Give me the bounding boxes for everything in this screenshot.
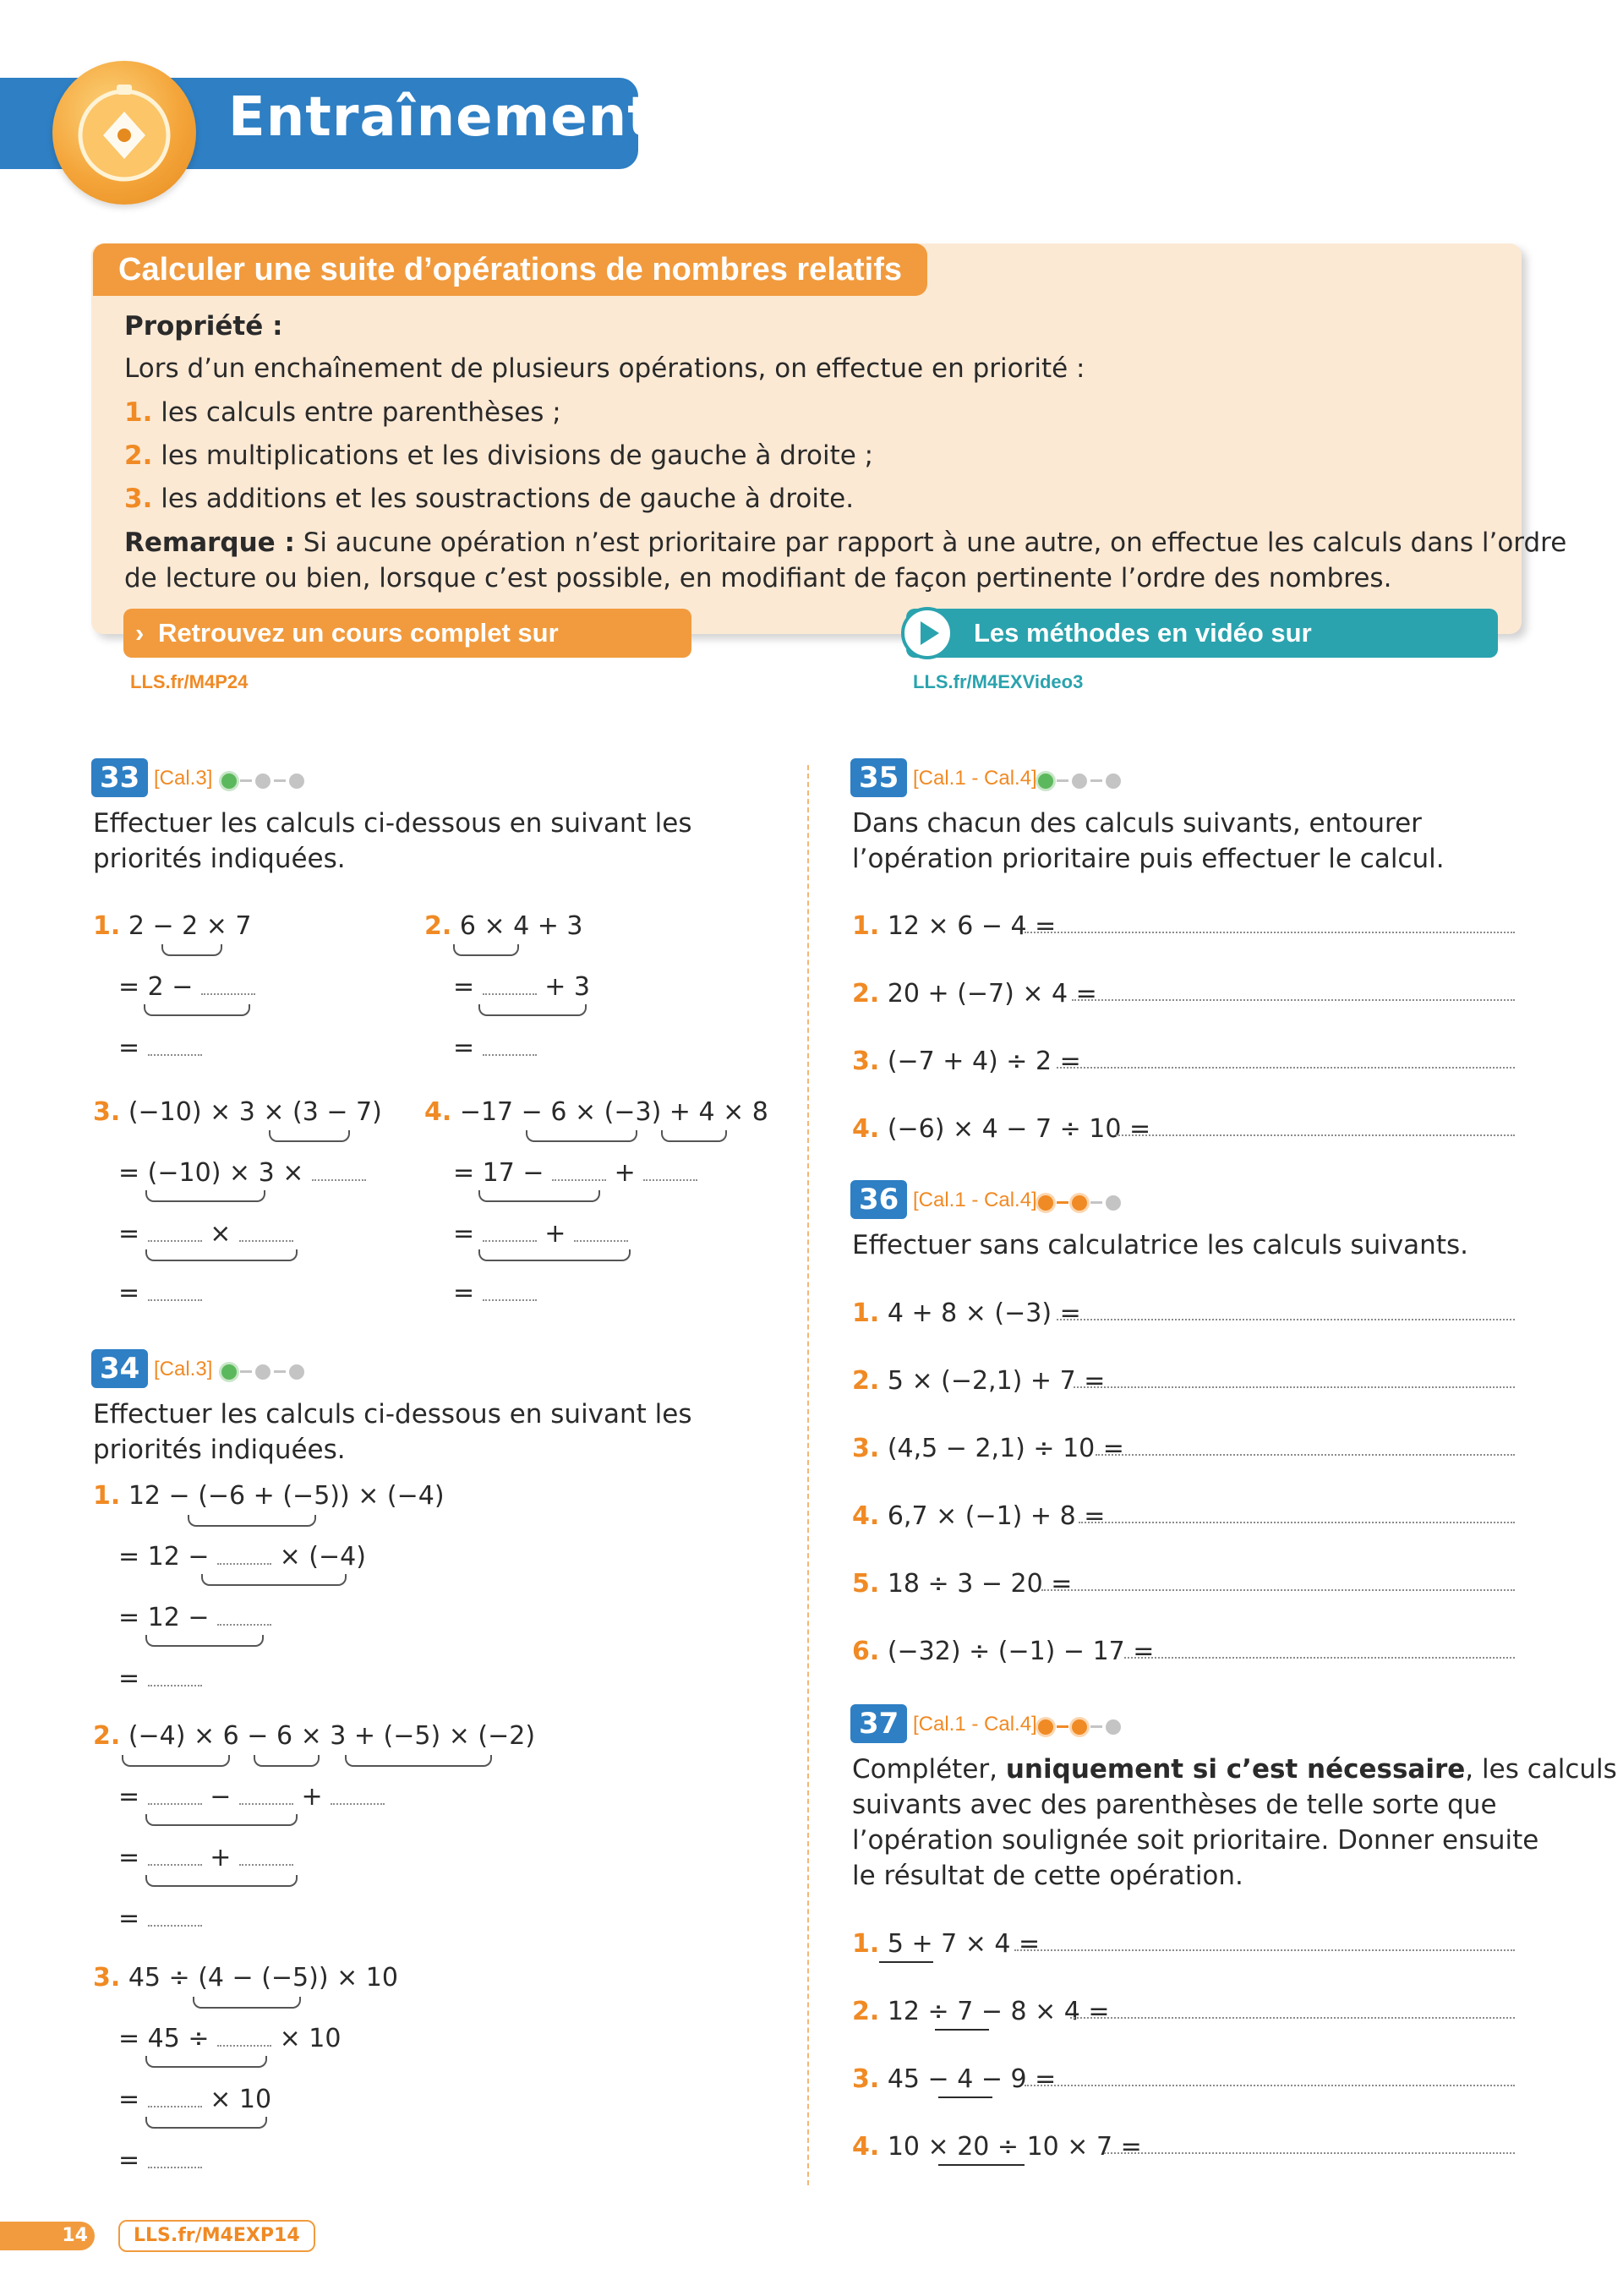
property-intro: Lors d’un enchaînement de plusieurs opérations, on effectue en priorité : bbox=[124, 353, 1085, 384]
play-icon[interactable] bbox=[901, 607, 954, 659]
ex33-item1-line3: = bbox=[118, 1033, 202, 1063]
video-link[interactable]: Les méthodes en vidéo sur LLS.fr/M4EXVideo3 bbox=[906, 609, 1498, 658]
rule-3: 3. les additions et les soustractions de gauche à droite. bbox=[124, 484, 855, 514]
answer-line[interactable] bbox=[1072, 999, 1515, 1001]
ex34-item2-line1: 2. (−4) × 6 − 6 × 3 + (−5) × (−2) bbox=[93, 1721, 536, 1751]
ex33-item3-line2: = (−10) × 3 × bbox=[118, 1158, 366, 1188]
ex37-item3: 3. 45 − 4 − 9 = bbox=[852, 2064, 1057, 2094]
ex34-item3-line4: = bbox=[118, 2146, 202, 2175]
exercise-36-tag: [Cal.1 - Cal.4] bbox=[913, 1189, 1037, 1211]
ex34-item2-line2: = − + bbox=[118, 1782, 385, 1812]
answer-line[interactable] bbox=[1096, 1454, 1515, 1456]
exercise-34-number: 34 bbox=[91, 1349, 148, 1388]
underbrace bbox=[345, 1755, 492, 1767]
ex35-item3: 3. (−7 + 4) ÷ 2 = bbox=[852, 1047, 1081, 1076]
ex33-item4-line1: 4. −17 − 6 × (−3) + 4 × 8 bbox=[424, 1097, 768, 1127]
ex33-item2-line2: = + 3 bbox=[453, 972, 590, 1002]
footer-link[interactable]: LLS.fr/M4EXP14 bbox=[118, 2220, 315, 2252]
underbrace bbox=[188, 1515, 316, 1527]
underbrace bbox=[145, 1635, 264, 1647]
exercise-35-instructions: Dans chacun des calculs suivants, entourer bbox=[852, 808, 1422, 839]
exercise-35-tag: [Cal.1 - Cal.4] bbox=[913, 767, 1037, 790]
ex34-item1-line1: 1. 12 − (−6 + (−5)) × (−4) bbox=[93, 1481, 445, 1511]
rule-2: 2. les multiplications et les divisions de gauche à droite ; bbox=[124, 440, 874, 471]
course-link-code[interactable]: LLS.fr/M4P24 bbox=[123, 668, 254, 697]
underline bbox=[938, 2096, 992, 2098]
ex33-item1-line1: 1. 2 − 2 × 7 bbox=[93, 911, 252, 941]
ex36-item5: 5. 18 ÷ 3 − 20 = bbox=[852, 1569, 1073, 1599]
ex36-item1: 1. 4 + 8 × (−3) = bbox=[852, 1298, 1081, 1328]
underbrace bbox=[269, 1130, 350, 1142]
underbrace bbox=[478, 1249, 631, 1261]
ex33-item4-line2: = 17 − + bbox=[453, 1158, 697, 1188]
answer-line[interactable] bbox=[1124, 1657, 1515, 1659]
page-number: 14 bbox=[0, 2222, 95, 2250]
underbrace bbox=[145, 1814, 298, 1826]
underbrace bbox=[144, 1004, 250, 1016]
underbrace bbox=[478, 1190, 600, 1202]
column-divider bbox=[807, 765, 809, 2185]
ex33-item4-line3: = + bbox=[453, 1219, 628, 1249]
answer-line[interactable] bbox=[1014, 1949, 1515, 1951]
answer-line[interactable] bbox=[1070, 2017, 1515, 2019]
answer-line[interactable] bbox=[1041, 1589, 1515, 1591]
answer-line[interactable] bbox=[1116, 1134, 1515, 1136]
ex33-item2-line1: 2. 6 × 4 + 3 bbox=[424, 911, 583, 941]
video-link-code[interactable]: LLS.fr/M4EXVideo3 bbox=[906, 668, 1090, 697]
exercise-33-number: 33 bbox=[91, 758, 148, 797]
underbrace bbox=[145, 2117, 267, 2129]
underbrace bbox=[145, 1875, 298, 1887]
ex33-item4-line4: = bbox=[453, 1278, 537, 1308]
answer-line[interactable] bbox=[1025, 932, 1515, 933]
exercise-34-tag: [Cal.3] bbox=[154, 1358, 213, 1380]
difficulty-indicator bbox=[1038, 772, 1124, 790]
underbrace bbox=[453, 944, 519, 956]
ex34-item1-line4: = bbox=[118, 1664, 202, 1693]
property-heading: Propriété : bbox=[124, 311, 283, 342]
exercise-33-tag: [Cal.3] bbox=[154, 767, 213, 790]
exercise-35-number: 35 bbox=[850, 758, 907, 797]
exercise-34-instructions: Effectuer les calculs ci-dessous en suivant les bbox=[93, 1399, 692, 1430]
stopwatch-icon bbox=[52, 61, 196, 205]
exercise-33-instructions: Effectuer les calculs ci-dessous en suivant les bbox=[93, 808, 692, 839]
ex34-item2-line4: = bbox=[118, 1904, 202, 1933]
difficulty-indicator bbox=[221, 1363, 308, 1381]
underbrace bbox=[161, 944, 222, 956]
remark: Remarque : Si aucune opération n’est prioritaire par rapport à une autre, on effectue les calculs dans l’ordre bbox=[124, 528, 1567, 558]
exercise-37-instructions-4: le résultat de cette opération. bbox=[852, 1861, 1243, 1891]
exercise-33-instructions-2: priorités indiquées. bbox=[93, 844, 346, 874]
ex33-item2-line3: = bbox=[453, 1033, 537, 1063]
ex36-item3: 3. (4,5 − 2,1) ÷ 10 = bbox=[852, 1434, 1124, 1463]
ex37-item1: 1. 5 + 7 × 4 = bbox=[852, 1929, 1041, 1959]
ex36-item6: 6. (−32) ÷ (−1) − 17 = bbox=[852, 1637, 1155, 1666]
underline bbox=[879, 1961, 933, 1963]
underbrace bbox=[145, 2056, 267, 2068]
answer-line[interactable] bbox=[1025, 2085, 1515, 2086]
underbrace bbox=[145, 1190, 265, 1202]
answer-line[interactable] bbox=[1057, 1067, 1515, 1069]
difficulty-indicator bbox=[221, 772, 308, 790]
underbrace bbox=[478, 1004, 587, 1016]
ex36-item2: 2. 5 × (−2,1) + 7 = bbox=[852, 1366, 1106, 1396]
ex34-item3-line1: 3. 45 ÷ (4 − (−5)) × 10 bbox=[93, 1963, 398, 1993]
exercise-37-instructions-2: suivants avec des parenthèses de telle sorte que bbox=[852, 1790, 1497, 1820]
ex33-item3-line4: = bbox=[118, 1278, 202, 1308]
answer-line[interactable] bbox=[1074, 1386, 1515, 1388]
ex35-item2: 2. 20 + (−7) × 4 = bbox=[852, 979, 1097, 1009]
exercise-37-number: 37 bbox=[850, 1704, 907, 1743]
underbrace bbox=[661, 1130, 727, 1142]
exercise-37-tag: [Cal.1 - Cal.4] bbox=[913, 1713, 1037, 1736]
underline bbox=[935, 2029, 989, 2031]
property-title: Calculer une suite d’opérations de nombres relatifs bbox=[93, 243, 927, 296]
course-link[interactable]: › Retrouvez un cours complet sur LLS.fr/M4P24 bbox=[123, 609, 691, 658]
ex35-item1: 1. 12 × 6 − 4 = bbox=[852, 911, 1057, 941]
ex33-item3-line1: 3. (−10) × 3 × (3 − 7) bbox=[93, 1097, 382, 1127]
answer-line[interactable] bbox=[1104, 2152, 1515, 2154]
underbrace bbox=[201, 1574, 347, 1586]
answer-line[interactable] bbox=[1057, 1319, 1515, 1320]
page-title: Entraînement bbox=[228, 86, 654, 149]
exercise-37-instructions: Compléter, uniquement si c’est nécessaire, les calculs bbox=[852, 1754, 1617, 1785]
ex34-item3-line2: = 45 ÷ × 10 bbox=[118, 2024, 342, 2053]
ex33-item3-line3: = × bbox=[118, 1219, 293, 1249]
exercise-36-instructions: Effectuer sans calculatrice les calculs suivants. bbox=[852, 1230, 1468, 1260]
ex37-item4: 4. 10 × 20 ÷ 10 × 7 = bbox=[852, 2132, 1142, 2162]
answer-line[interactable] bbox=[1079, 1522, 1515, 1523]
exercise-34-instructions-2: priorités indiquées. bbox=[93, 1435, 346, 1465]
rule-1: 1. les calculs entre parenthèses ; bbox=[124, 397, 561, 428]
chevron-right-icon: › bbox=[135, 618, 145, 648]
difficulty-indicator bbox=[1038, 1718, 1124, 1736]
ex34-item1-line3: = 12 − bbox=[118, 1603, 271, 1632]
ex37-item2: 2. 12 ÷ 7 − 8 × 4 = bbox=[852, 1997, 1110, 2026]
underbrace bbox=[526, 1130, 637, 1142]
exercise-37-instructions-3: l’opération soulignée soit prioritaire. Donner ensuite bbox=[852, 1825, 1539, 1856]
ex33-item1-line2: = 2 − bbox=[118, 972, 255, 1002]
exercise-36-number: 36 bbox=[850, 1180, 907, 1219]
difficulty-indicator bbox=[1038, 1194, 1124, 1212]
underbrace bbox=[122, 1755, 230, 1767]
ex34-item3-line3: = × 10 bbox=[118, 2085, 272, 2114]
exercise-35-instructions-2: l’opération prioritaire puis effectuer le calcul. bbox=[852, 844, 1445, 874]
underbrace bbox=[145, 1249, 298, 1261]
ex34-item2-line3: = + bbox=[118, 1843, 293, 1872]
remark-line2: de lecture ou bien, lorsque c’est possible, en modifiant de façon pertinente l’ordre des nombres. bbox=[124, 563, 1392, 593]
underline bbox=[938, 2164, 1025, 2166]
underbrace bbox=[254, 1755, 320, 1767]
ex34-item1-line2: = 12 − × (−4) bbox=[118, 1542, 366, 1572]
ex35-item4: 4. (−6) × 4 − 7 ÷ 10 = bbox=[852, 1114, 1151, 1144]
underbrace bbox=[193, 1997, 301, 2009]
ex36-item4: 4. 6,7 × (−1) + 8 = bbox=[852, 1501, 1106, 1531]
